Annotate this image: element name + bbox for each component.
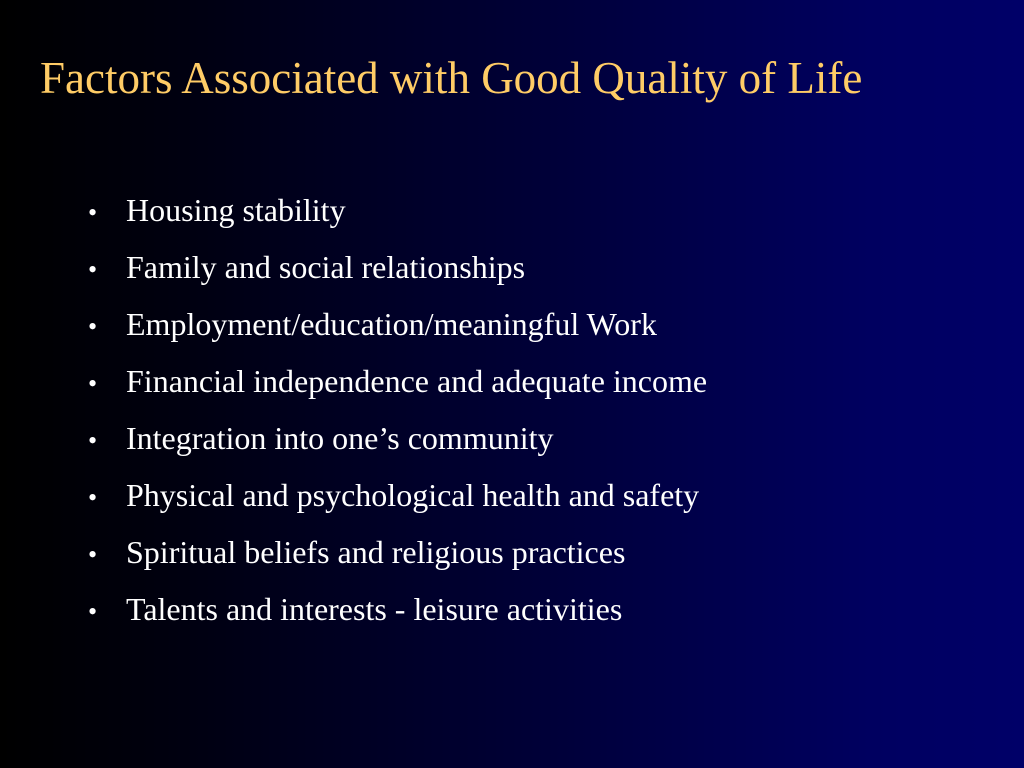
bullet-icon: •: [88, 255, 98, 284]
list-item: [88, 192, 707, 249]
list-item: [88, 306, 707, 363]
bullet-icon: •: [88, 426, 98, 455]
list-item: [88, 249, 707, 306]
bullet-text: Spiritual beliefs and religious practices: [126, 534, 626, 570]
bullet-text: Talents and interests - leisure activities: [126, 591, 623, 627]
bullet-text: Employment/education/meaningful Work: [126, 306, 657, 342]
list-item: [88, 363, 707, 420]
bullet-icon: •: [88, 540, 98, 569]
list-item: [88, 420, 707, 477]
bullet-text: Family and social relationships: [126, 249, 526, 285]
slide-title: Factors Associated with Good Quality of Life: [40, 53, 863, 103]
list-item: [88, 477, 707, 534]
list-item: [88, 534, 707, 591]
bullet-text: Financial independence and adequate income: [126, 363, 708, 399]
bullet-icon: •: [88, 483, 98, 512]
list-item: [88, 591, 707, 648]
bullet-icon: •: [88, 312, 98, 341]
bullet-icon: •: [88, 597, 98, 626]
bullet-icon: •: [88, 369, 98, 398]
bullet-text: Integration into one’s community: [126, 420, 554, 456]
bullet-icon: •: [88, 198, 98, 227]
bullet-text: Physical and psychological health and safety: [126, 477, 700, 513]
bullet-list: [88, 192, 707, 648]
bullet-text: Housing stability: [126, 192, 346, 228]
